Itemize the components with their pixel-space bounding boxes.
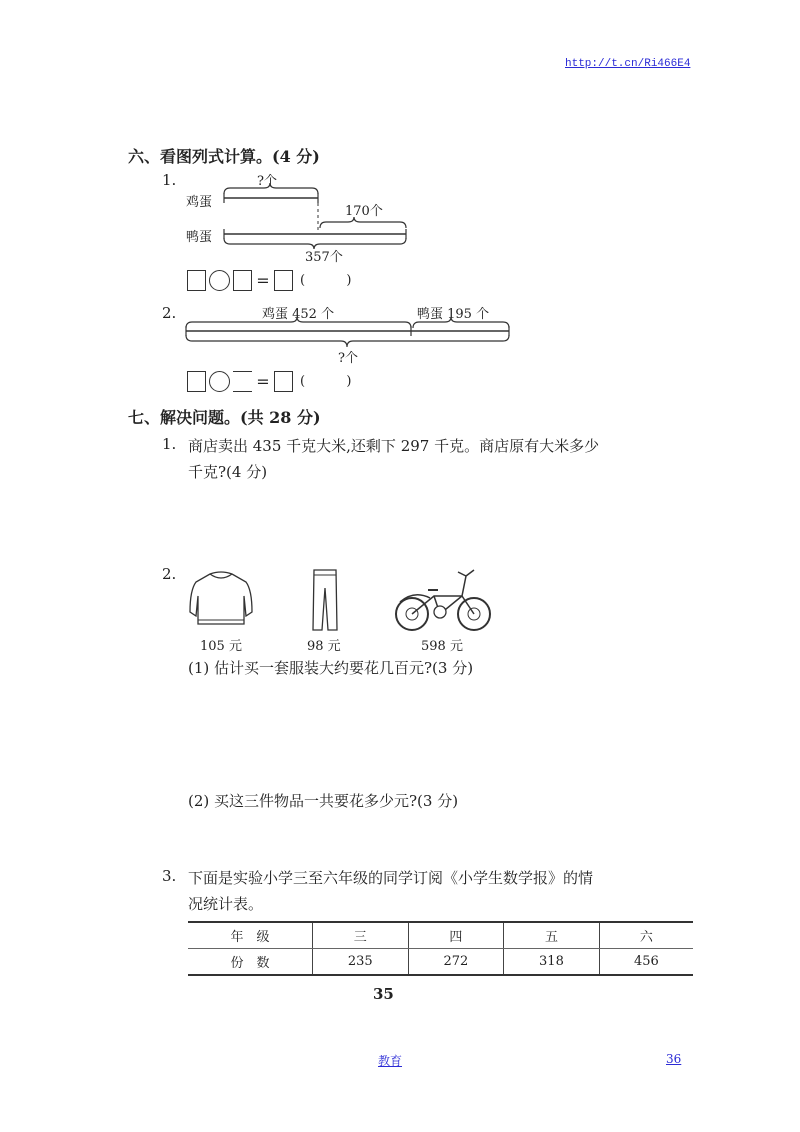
q7-3-line2: 况统计表。 [188,895,264,913]
bicycle-icon [392,562,492,634]
section-6-title: 六、看图列式计算。(4 分) [128,147,320,166]
answer-box[interactable] [187,270,206,291]
q6-2-duck-value: 鸭蛋 195 个 [417,307,490,322]
answer-box[interactable] [233,270,252,291]
table-cell: 235 [313,949,409,976]
q7-1-number: 1. [162,435,177,453]
q6-1-segment-diagram [218,182,418,252]
q6-1-diff-value: 170个 [345,204,383,219]
pants-price: 98 元 [307,639,341,654]
sweater-icon [186,568,256,632]
q6-2-answer-row [187,371,351,392]
table-cell: 四 [408,922,504,949]
table-header-row [188,922,693,949]
answer-box[interactable] [187,371,206,392]
q7-3-line1: 下面是实验小学三至六年级的同学订阅《小学生数学报》的情 [188,869,594,887]
operator-circle[interactable] [209,371,230,392]
table-cell: 年 级 [188,922,313,949]
q6-2-number: 2. [162,304,177,322]
q7-1-line1: 商店卖出 435 千克大米,还剩下 297 千克。商店原有大米多少 [188,437,600,455]
table-row [188,949,693,976]
q6-1-answer-row [187,270,351,291]
q6-1-egg-label: 鸡蛋 [186,195,213,210]
answer-box[interactable] [274,371,293,392]
q7-3-number: 3. [162,867,177,885]
pants-icon [310,568,340,634]
q6-1-number: 1. [162,171,177,189]
footer-link-left[interactable]: 教育 [378,1054,403,1068]
bicycle-price: 598 元 [421,639,463,654]
q6-1-duck-label: 鸭蛋 [186,230,213,245]
table-cell: 456 [599,949,693,976]
subscription-table [188,921,693,976]
q6-2-segment-diagram [183,316,515,352]
table-cell: 五 [504,922,600,949]
table-cell: 份 数 [188,949,313,976]
table-cell: 318 [504,949,600,976]
unit-paren[interactable]: ( ) [300,374,352,389]
q7-2-sub1: (1) 估计买一套服装大约要花几百元?(3 分) [188,659,474,677]
q7-1-line2: 千克?(4 分) [188,463,268,481]
table-cell: 三 [313,922,409,949]
section-7-title: 七、解决问题。(共 28 分) [128,408,321,427]
footer-link-right[interactable]: 36 [666,1052,682,1066]
q6-2-total-value: ?个 [338,351,358,366]
q6-1-top-value: ?个 [257,174,277,189]
answer-box[interactable] [274,270,293,291]
sweater-price: 105 元 [200,639,242,654]
q7-2-sub2: (2) 买这三件物品一共要花多少元?(3 分) [188,792,459,810]
unit-paren[interactable]: ( ) [300,273,352,288]
operator-circle[interactable] [209,270,230,291]
q6-2-egg-value: 鸡蛋 452 个 [262,307,335,322]
q7-2-number: 2. [162,565,177,583]
page-number: 35 [373,985,394,1003]
equals-sign: = [256,372,270,391]
table-cell: 272 [408,949,504,976]
q6-1-total-value: 357个 [305,250,343,265]
equals-sign: = [256,271,270,290]
answer-box[interactable] [233,371,252,392]
header-link[interactable]: http://t.cn/Ri466E4 [565,58,691,70]
table-cell: 六 [599,922,693,949]
